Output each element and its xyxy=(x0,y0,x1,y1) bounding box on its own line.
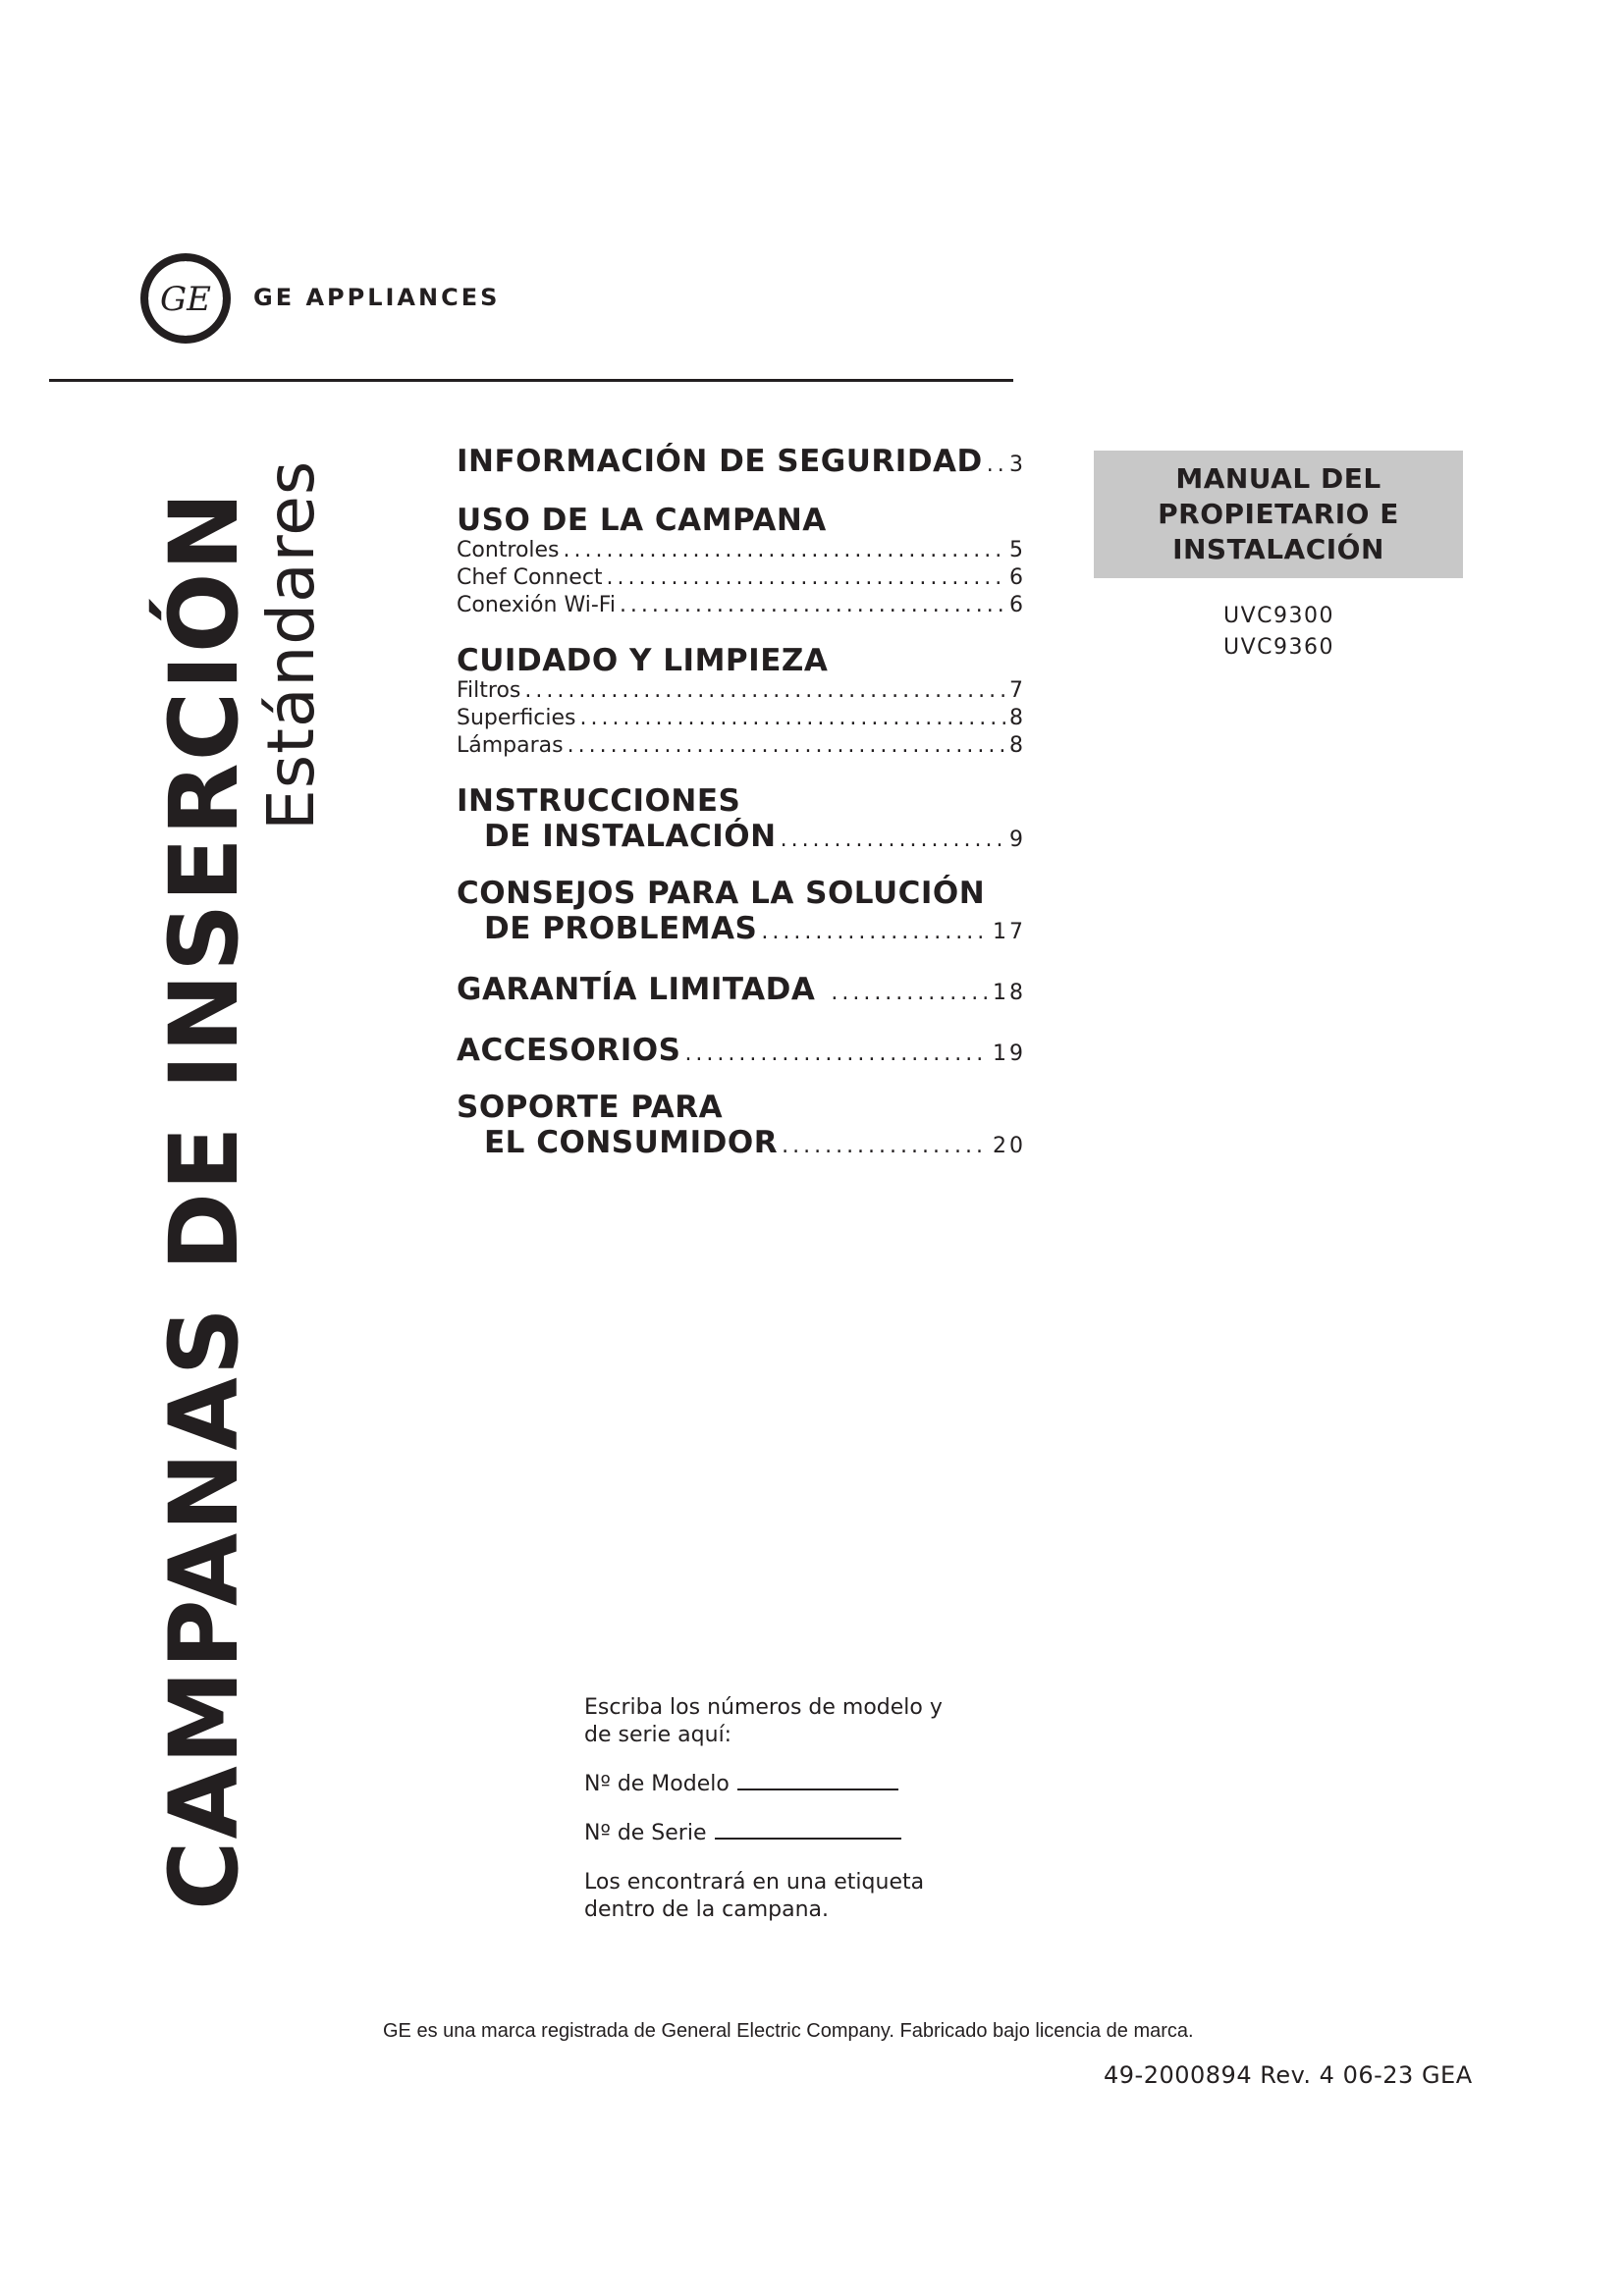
toc-leader xyxy=(987,453,1005,477)
toc-leader xyxy=(524,678,1005,703)
model-list xyxy=(1223,601,1334,664)
toc-section-uso[interactable] xyxy=(457,503,1026,620)
toc-section-title: ACCESORIOS xyxy=(457,1033,681,1068)
toc-item-label: Chef Connect xyxy=(457,565,603,590)
header-divider xyxy=(49,379,1013,382)
manual-type-line: INSTALACIÓN xyxy=(1172,533,1384,565)
toc-item[interactable] xyxy=(457,565,1026,593)
toc-section-instalacion[interactable] xyxy=(457,783,1026,854)
toc-item[interactable] xyxy=(457,706,1026,733)
vertical-title xyxy=(149,459,329,1910)
toc-leader xyxy=(620,593,1005,617)
toc-item-label: Filtros xyxy=(457,678,521,703)
toc-item[interactable] xyxy=(457,538,1026,565)
toc-section-title: INFORMACIÓN DE SEGURIDAD xyxy=(457,444,983,479)
toc-page: 8 xyxy=(1009,706,1026,730)
model-number-label: Nº de Modelo xyxy=(584,1772,730,1796)
toc-page: 5 xyxy=(1009,538,1026,562)
toc-leader xyxy=(568,733,1005,758)
serial-number-label: Nº de Serie xyxy=(584,1821,707,1845)
toc-leader xyxy=(564,538,1005,562)
product-subtitle: Estándares xyxy=(253,459,329,830)
serial-number-field[interactable] xyxy=(584,1820,1036,1847)
toc-page: 6 xyxy=(1009,565,1026,590)
toc-item-label: Conexión Wi-Fi xyxy=(457,593,616,617)
brand-name: GE APPLIANCES xyxy=(253,284,501,311)
document-number: 49-2000894 Rev. 4 06-23 GEA xyxy=(1104,2061,1473,2089)
model-number-blank[interactable] xyxy=(737,1773,898,1790)
toc-leader xyxy=(684,1041,989,1066)
toc-leader xyxy=(781,828,1005,852)
toc-page: 8 xyxy=(1009,733,1026,758)
toc-section-problemas[interactable] xyxy=(457,876,1026,946)
toc-section-soporte[interactable] xyxy=(457,1090,1026,1160)
serial-intro: de serie aquí: xyxy=(584,1723,732,1747)
toc-page: 17 xyxy=(993,920,1026,944)
toc-page: 19 xyxy=(993,1041,1026,1066)
toc-item[interactable] xyxy=(457,593,1026,620)
svg-text:GE: GE xyxy=(160,280,211,319)
toc-section-cuidado[interactable] xyxy=(457,643,1026,761)
manual-type-line: MANUAL DEL xyxy=(1175,462,1381,495)
trademark-notice: GE es una marca registrada de General Electric Company. Fabricado bajo licencia de marca. xyxy=(383,2020,1194,2042)
toc-section-title: USO DE LA CAMPANA xyxy=(457,503,827,538)
toc-section-title: DE PROBLEMAS xyxy=(484,911,758,946)
manual-type-line: PROPIETARIO E xyxy=(1158,498,1399,530)
toc-item-label: Superficies xyxy=(457,706,576,730)
toc-item-label: Controles xyxy=(457,538,560,562)
ge-logo-icon xyxy=(138,251,233,346)
toc-section-title: INSTRUCCIONES xyxy=(457,783,741,819)
toc-section-title: CUIDADO Y LIMPIEZA xyxy=(457,643,829,678)
serial-note: dentro de la campana. xyxy=(584,1897,830,1922)
toc-section-title: EL CONSUMIDOR xyxy=(484,1125,779,1160)
toc-item-label: Lámparas xyxy=(457,733,564,758)
toc-leader xyxy=(580,706,1005,730)
toc-page: 3 xyxy=(1009,453,1026,477)
toc-section-title: CONSEJOS PARA LA SOLUCIÓN xyxy=(457,876,986,911)
model-number: UVC9300 xyxy=(1223,604,1335,628)
toc-page: 18 xyxy=(993,981,1026,1005)
toc-page: 9 xyxy=(1009,828,1026,852)
toc-item[interactable] xyxy=(457,733,1026,761)
toc-section-seguridad[interactable] xyxy=(457,444,1026,479)
toc-section-title: SOPORTE PARA xyxy=(457,1090,724,1125)
toc-section-title: DE INSTALACIÓN xyxy=(484,819,777,854)
toc-section-garantia[interactable] xyxy=(457,972,1026,1007)
serial-number-blank[interactable] xyxy=(715,1822,901,1840)
serial-number-section xyxy=(584,1694,1036,1924)
toc-item[interactable] xyxy=(457,678,1026,706)
toc-leader xyxy=(831,981,989,1005)
model-number: UVC9360 xyxy=(1223,635,1335,660)
toc-leader xyxy=(761,920,989,944)
product-title: CAMPANAS DE INSERCIÓN xyxy=(149,490,259,1910)
toc-section-title: GARANTÍA LIMITADA xyxy=(457,972,816,1007)
toc-leader xyxy=(607,565,1005,590)
toc-page: 7 xyxy=(1009,678,1026,703)
toc-leader xyxy=(782,1134,989,1158)
serial-note: Los encontrará en una etiqueta xyxy=(584,1870,925,1895)
toc-page: 20 xyxy=(993,1134,1026,1158)
model-number-field[interactable] xyxy=(584,1771,1036,1798)
manual-type-box xyxy=(1094,451,1463,578)
serial-intro: Escriba los números de modelo y xyxy=(584,1695,943,1720)
toc-page: 6 xyxy=(1009,593,1026,617)
toc-section-accesorios[interactable] xyxy=(457,1033,1026,1068)
